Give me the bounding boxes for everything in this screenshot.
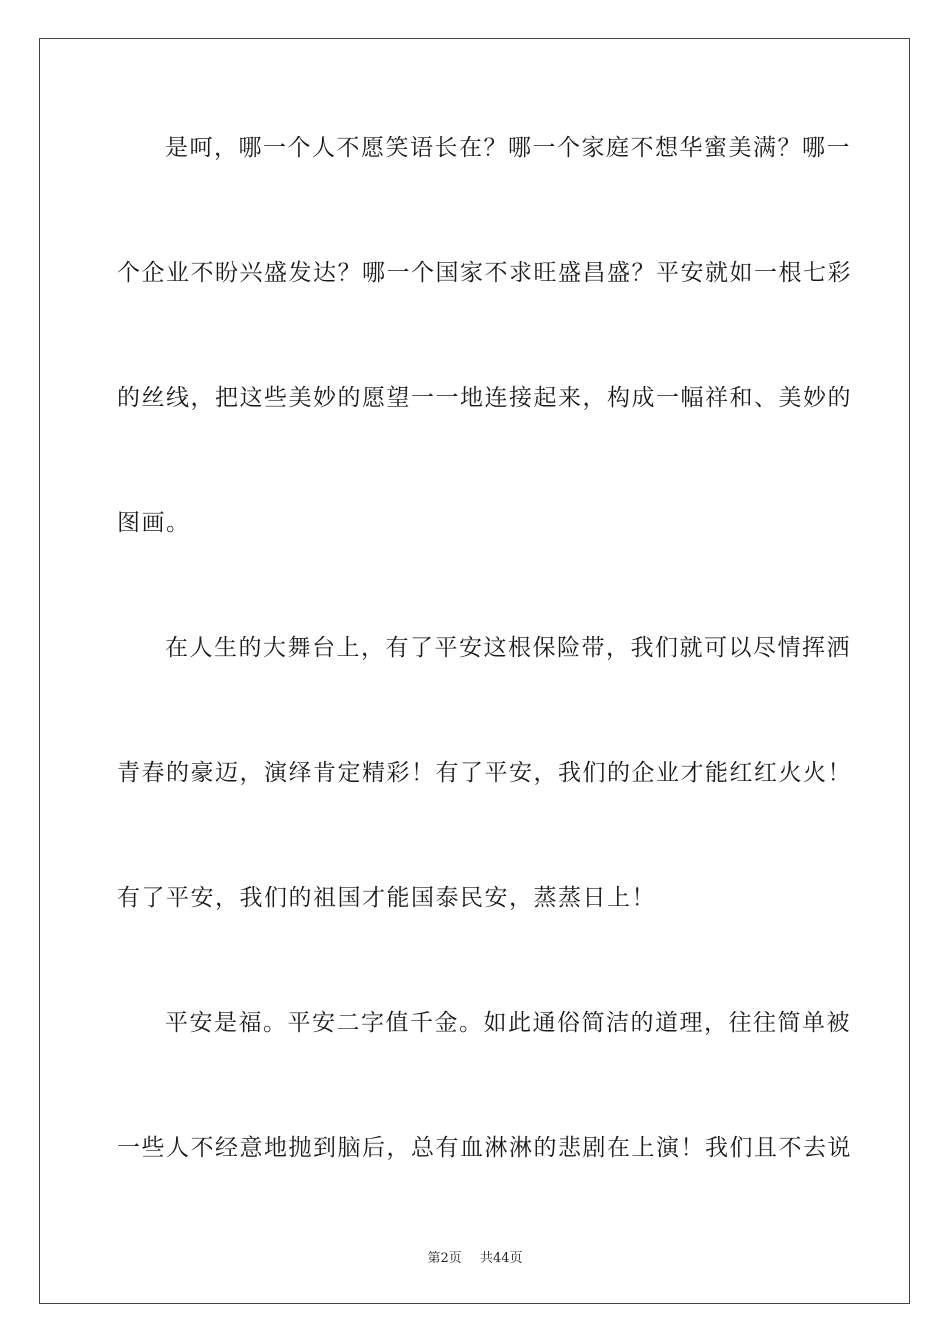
page-total: 共44页 — [479, 1251, 523, 1266]
paragraph-1-line-3: 的丝线，把这些美妙的愿望一一地连接起来，构成一幅祥和、美妙的 — [117, 385, 852, 411]
page-number: 第2页 — [427, 1251, 462, 1266]
page-border — [39, 38, 910, 1304]
page-footer — [0, 1247, 950, 1266]
paragraph-1-line-2: 个企业不盼兴盛发达？哪一个国家不求旺盛昌盛？平安就如一根七彩 — [117, 260, 852, 286]
paragraph-3-line-2: 一些人不经意地抛到脑后，总有血淋淋的悲剧在上演！我们且不去说 — [117, 1135, 852, 1161]
paragraph-2-line-3: 有了平安，我们的祖国才能国泰民安，蒸蒸日上！ — [117, 885, 656, 911]
paragraph-1-line-4: 图画。 — [117, 510, 191, 536]
paragraph-3-line-1: 平安是福。平安二字值千金。如此通俗简洁的道理，往往简单被 — [165, 1010, 851, 1036]
paragraph-1-line-1: 是呵，哪一个人不愿笑语长在？哪一个家庭不想华蜜美满？哪一 — [165, 135, 851, 161]
paragraph-2-line-2: 青春的豪迈，演绎肯定精彩！有了平安，我们的企业才能红红火火！ — [117, 760, 852, 786]
paragraph-2-line-1: 在人生的大舞台上，有了平安这根保险带，我们就可以尽情挥洒 — [165, 635, 851, 661]
